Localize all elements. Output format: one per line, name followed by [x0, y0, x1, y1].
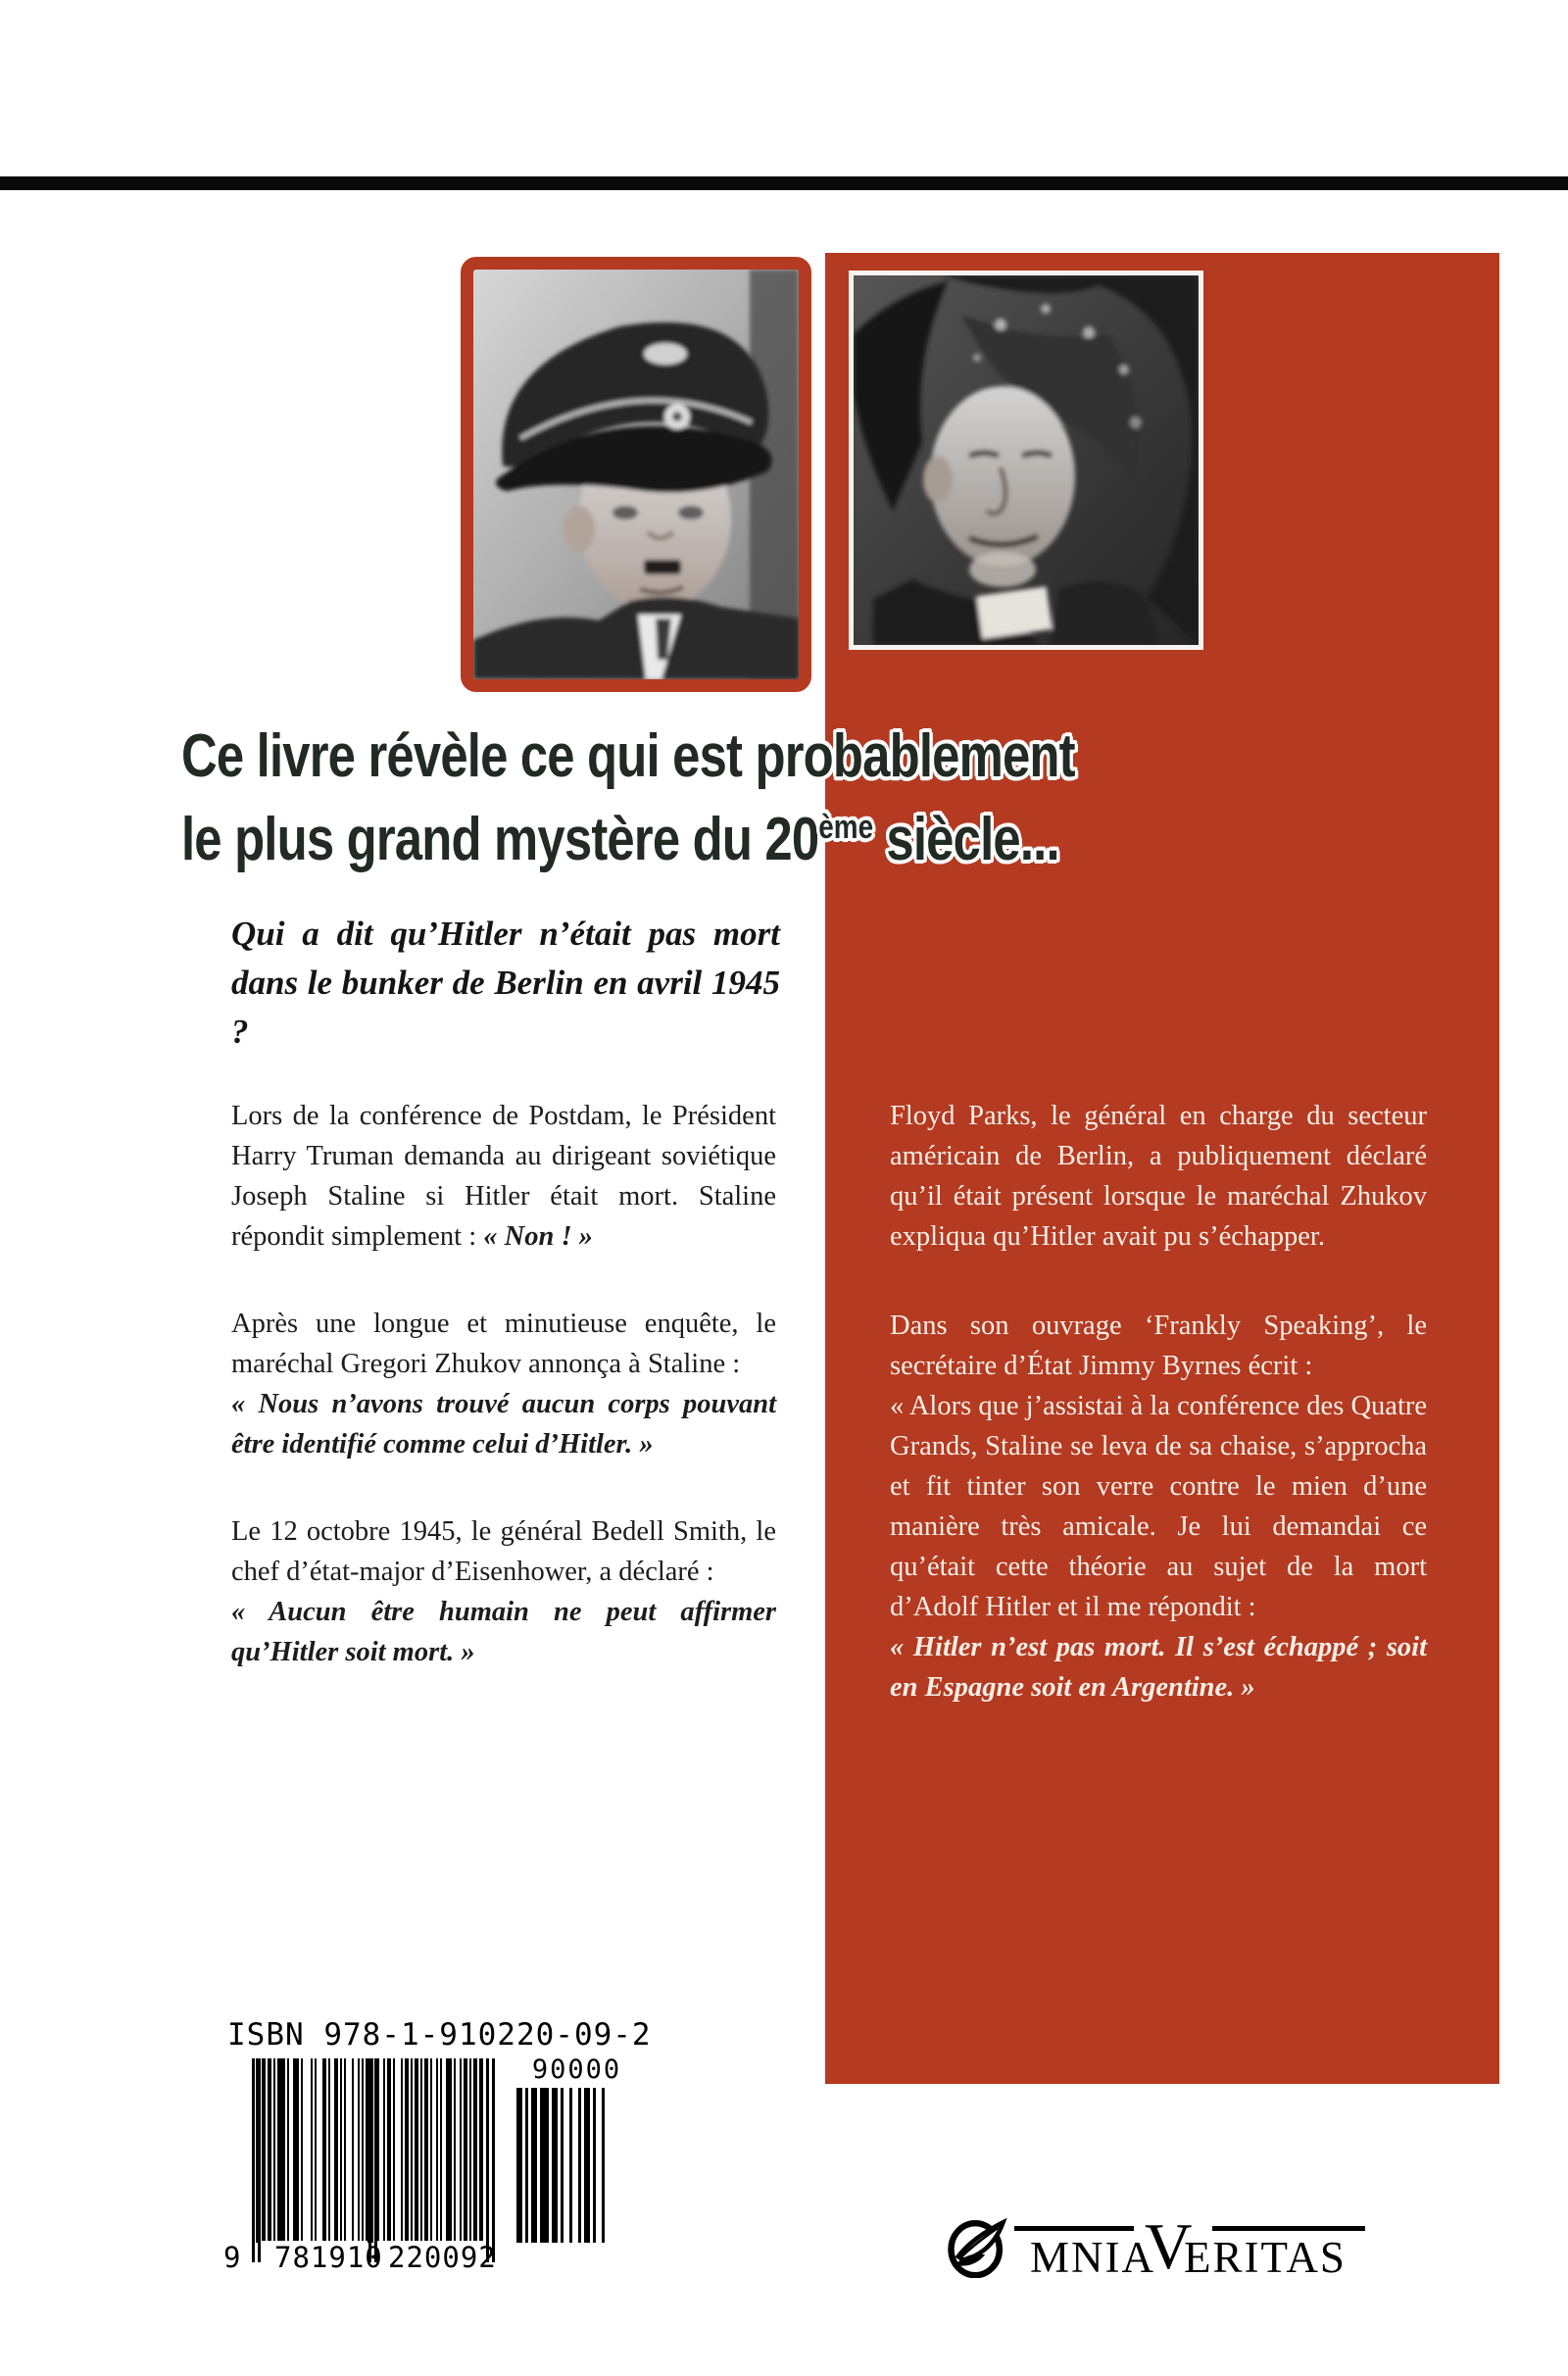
- publisher-name-eritas: ERITAS: [1184, 2233, 1347, 2282]
- price-code: 90000: [531, 2054, 622, 2085]
- isbn-label: ISBN 978-1-910220-09-2: [227, 2017, 652, 2053]
- barcode-guard-bar: [252, 2058, 255, 2262]
- deathbed-portrait-image: [854, 275, 1199, 645]
- headline-superscript: ème: [818, 809, 874, 846]
- barcode-guard-bar: [368, 2058, 371, 2262]
- ean-barcode-bars: [252, 2058, 495, 2243]
- deathbed-portrait-photo: [849, 271, 1203, 650]
- barcode-guard-bar: [374, 2058, 377, 2262]
- headline: [181, 721, 1387, 875]
- right-paragraph-1: Floyd Parks, le général en charge du secteur américain de Berlin, a publiquement déclaré qu’il était présent lorsque le maréchal Zhukov expliqua qu’Hitler avait pu s’échapper.: [890, 1101, 1427, 1252]
- zhukov-quote: « Nous n’avons trouvé aucun corps pouvant être identifié comme celui d’Hitler. »: [231, 1389, 776, 1460]
- ean-barcode: [252, 2058, 495, 2266]
- hitler-portrait-image: [473, 270, 799, 679]
- left-paragraph-1: Lors de la conférence de Postdam, le Président Harry Truman demanda au dirigeant soviétique Joseph Staline si Hitler était mort. Staline répondit simplement : « Non ! »: [231, 1101, 776, 1252]
- publisher-name-mnia: MNIA: [1030, 2233, 1155, 2282]
- barcode-digit-group: 781910: [274, 2241, 383, 2274]
- omnia-leaf-o-icon: [946, 2215, 1008, 2278]
- stalin-quote: « Non ! »: [483, 1221, 593, 1252]
- barcode-digit-group: 9: [223, 2241, 242, 2274]
- hitler-portrait-photo: [461, 257, 811, 692]
- left-paragraph-3: Le 12 octobre 1945, le général Bedell Smith, le chef d’état-major d’Eisenhower, a déclaré : « Aucun être humain ne peut affirmer qu’Hitler soit mort. »: [231, 1511, 776, 1672]
- logo-rule-right: [1212, 2226, 1365, 2231]
- barcode-guard-bar: [258, 2058, 261, 2262]
- left-paragraph-2: Après une longue et minutieuse enquête, le maréchal Gregori Zhukov annonça à Staline : « Nous n’avons trouvé aucun corps pouvant être identifié comme celui d’Hitler. »: [231, 1304, 776, 1464]
- supplement-barcode-bars: [516, 2088, 637, 2243]
- top-divider-bar: [0, 176, 1568, 190]
- publisher-name-v: V: [1145, 2210, 1193, 2283]
- headline-line-1: Ce livre révèle ce qui est probablement: [181, 722, 1075, 790]
- price-supplement-barcode: [516, 2054, 637, 2247]
- byrnes-quote: « Hitler n’est pas mort. Il s’est échappé ; soit en Espagne soit en Argentine. »: [890, 1632, 1427, 1703]
- barcode-digit-group: 220092: [388, 2241, 497, 2274]
- publisher-logo: [946, 2210, 1377, 2283]
- right-paragraph-2: Dans son ouvrage ‘Frankly Speaking’, le secrétaire d’État Jimmy Byrnes écrit : « Alors que j’assistai à la conférence des Quatre Grands, Staline se leva de sa chaise, s’approcha et fit tinter son verre contre le mien d’une manière très amicale. Je lui demandai ce qu’était cette théorie au sujet de la mort d’Adolf Hitler et il me répondit : « Hitler n’est pas mort. Il s’est échappé ; soit en Espagne soit en Argentine. »: [890, 1306, 1427, 1708]
- headline-line-2: le plus grand mystère du 20ème siècle...: [181, 806, 1059, 873]
- bedell-smith-quote: « Aucun être humain ne peut affirmer qu’Hitler soit mort. »: [231, 1597, 776, 1667]
- barcode-guard-bar: [492, 2058, 495, 2262]
- lead-question: Qui a dit qu’Hitler n’était pas mort dans le bunker de Berlin en avril 1945 ?: [231, 915, 780, 1051]
- barcode-guard-bar: [486, 2058, 489, 2262]
- logo-rule-left: [1014, 2226, 1134, 2231]
